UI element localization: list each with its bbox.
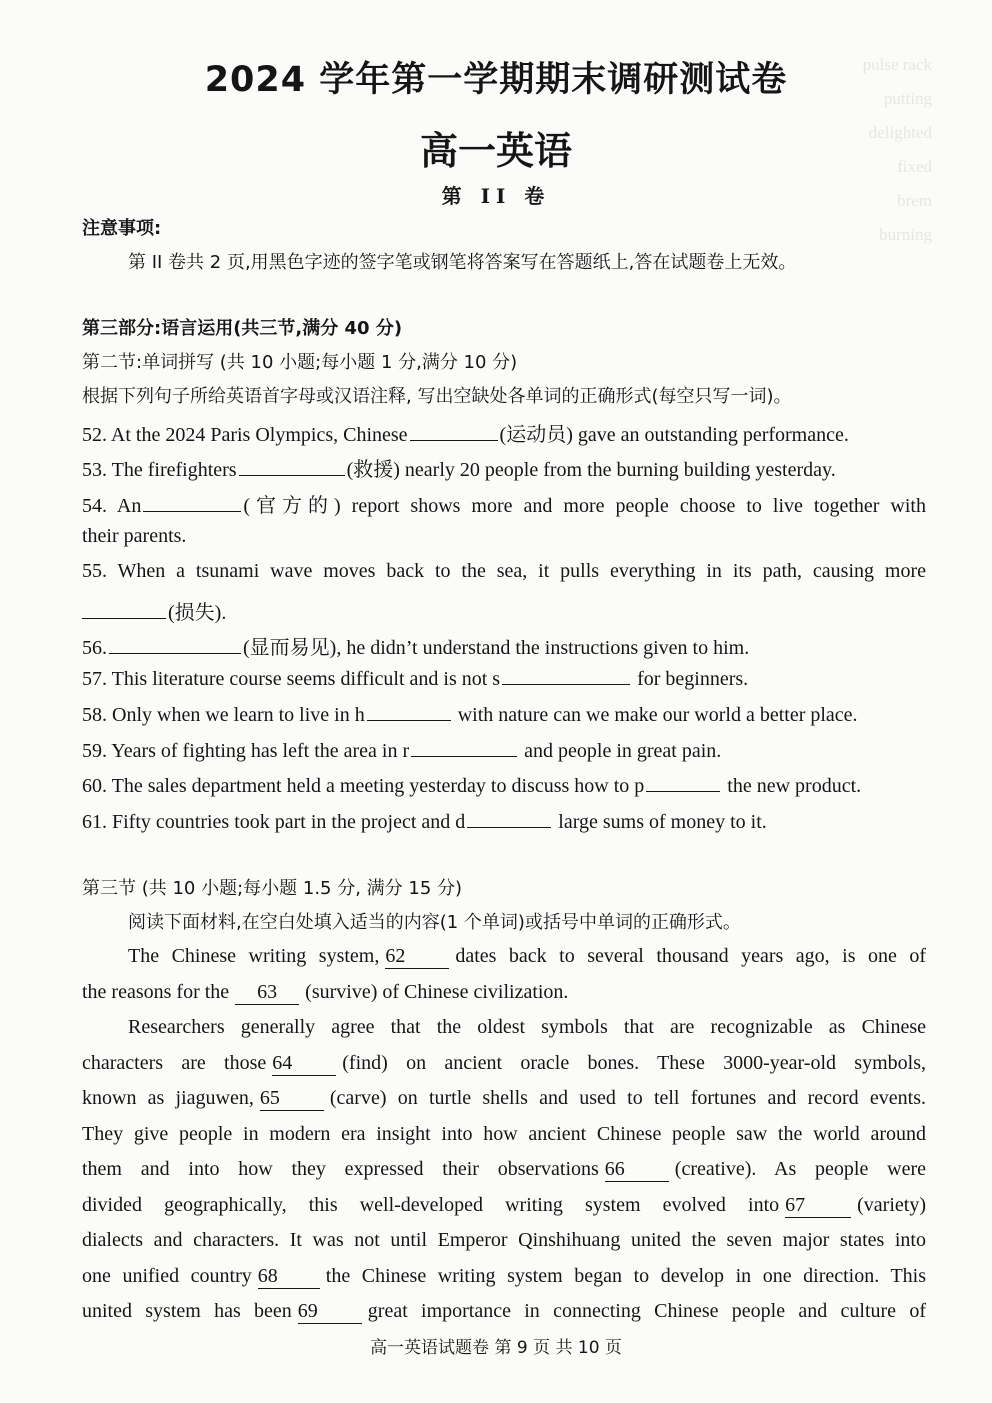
notice-text: 第 II 卷共 2 页,用黑色字迹的签字笔或钢笔将答案写在答题纸上,答在试题卷上无效。	[128, 252, 797, 273]
answer-blank-66[interactable]: 66	[605, 1158, 669, 1182]
notice-heading: 注意事项:	[82, 218, 162, 239]
answer-blank-58[interactable]	[367, 702, 451, 721]
answer-blank-55[interactable]	[82, 600, 166, 619]
answer-blank-62[interactable]: 62	[385, 945, 449, 969]
answer-blank-67[interactable]: 67	[785, 1194, 851, 1218]
answer-blank-59[interactable]	[411, 738, 517, 757]
answer-blank-56[interactable]	[109, 635, 241, 654]
question-57: 57. This literature course seems difficult and is not s for beginners.	[82, 668, 749, 690]
passage-line-5: known as jiaguwen, 65 (carve) on turtle shells and used to tell fortunes and record events.	[82, 1087, 926, 1109]
passage-line-11: united system has been 69 great importance in connecting Chinese people and culture of	[82, 1300, 926, 1322]
answer-blank-54[interactable]	[143, 493, 241, 512]
passage-line-8: divided geographically, this well-developed writing system evolved into 67 (variety)	[82, 1194, 926, 1216]
answer-blank-69[interactable]: 69	[298, 1300, 362, 1324]
passage-line-1: The Chinese writing system, 62 dates back to several thousand years ago, is one of	[128, 945, 927, 967]
part3-heading: 第三部分:语言运用(共三节,满分 40 分)	[82, 318, 403, 339]
passage-line-3: Researchers generally agree that the oldest symbols that are recognizable as Chinese	[128, 1016, 926, 1038]
section2-instructions: 根据下列句子所给英语首字母或汉语注释, 写出空缺处各单词的正确形式(每空只写一词)。	[82, 386, 792, 407]
question-53: 53. The firefighters (救援) nearly 20 people from the burning building yesterday.	[82, 459, 836, 481]
passage-line-2: the reasons for the 63 (survive) of Chinese civilization.	[82, 981, 569, 1003]
passage-line-10: one unified country 68 the Chinese writing system began to develop in one direction. This	[82, 1265, 926, 1287]
exam-subject: 高一英语	[419, 129, 572, 173]
bleed-through-text: pulse rack putting delighted fixed brem burning	[862, 55, 932, 244]
question-54: 54. An (官方的) report shows more and more people choose to live together with	[82, 495, 926, 517]
question-58: 58. Only when we learn to live in h with nature can we make our world a better place.	[82, 704, 858, 726]
section3-heading: 第三节 (共 10 小题;每小题 1.5 分, 满分 15 分)	[82, 878, 463, 899]
passage-line-6: They give people in modern era insight into how ancient Chinese people saw the world around	[82, 1123, 926, 1145]
question-55-cont: (损失).	[82, 596, 226, 625]
question-55: 55. When a tsunami wave moves back to the sea, it pulls everything in its path, causing more	[82, 560, 926, 582]
question-56: 56. (显而易见), he didn’t understand the instructions given to him.	[82, 637, 750, 659]
exam-title: 2024 学年第一学期期末调研测试卷	[204, 60, 788, 100]
section2-heading: 第二节:单词拼写 (共 10 小题;每小题 1 分,满分 10 分)	[82, 352, 518, 373]
passage-line-4: characters are those 64 (find) on ancient oracle bones. These 3000-year-old symbols,	[82, 1052, 926, 1074]
question-59: 59. Years of fighting has left the area in r and people in great pain.	[82, 740, 722, 762]
answer-blank-52[interactable]	[410, 422, 498, 441]
answer-blank-53[interactable]	[239, 457, 345, 476]
question-60: 60. The sales department held a meeting yesterday to discuss how to p the new product.	[82, 775, 862, 797]
passage-line-7: them and into how they expressed their observations 66 (creative). As people were	[82, 1158, 926, 1180]
section3-instructions: 阅读下面材料,在空白处填入适当的内容(1 个单词)或括号中单词的正确形式。	[128, 912, 741, 933]
question-52: 52. At the 2024 Paris Olympics, Chinese (运动员) gave an outstanding performance.	[82, 424, 849, 446]
question-54-cont: their parents.	[82, 525, 187, 547]
passage-line-9: dialects and characters. It was not until Emperor Qinshihuang united the seven major states into	[82, 1229, 926, 1251]
page-footer: 高一英语试题卷 第 9 页 共 10 页	[370, 1338, 622, 1358]
question-61: 61. Fifty countries took part in the project and d large sums of money to it.	[82, 811, 767, 833]
answer-blank-57[interactable]	[502, 666, 630, 685]
answer-blank-68[interactable]: 68	[258, 1265, 320, 1289]
answer-blank-60[interactable]	[646, 773, 720, 792]
answer-blank-63[interactable]: 63	[235, 981, 299, 1005]
volume-label: 第 II 卷	[441, 184, 551, 208]
answer-blank-65[interactable]: 65	[260, 1087, 324, 1111]
answer-blank-61[interactable]	[467, 809, 551, 828]
answer-blank-64[interactable]: 64	[272, 1052, 336, 1076]
